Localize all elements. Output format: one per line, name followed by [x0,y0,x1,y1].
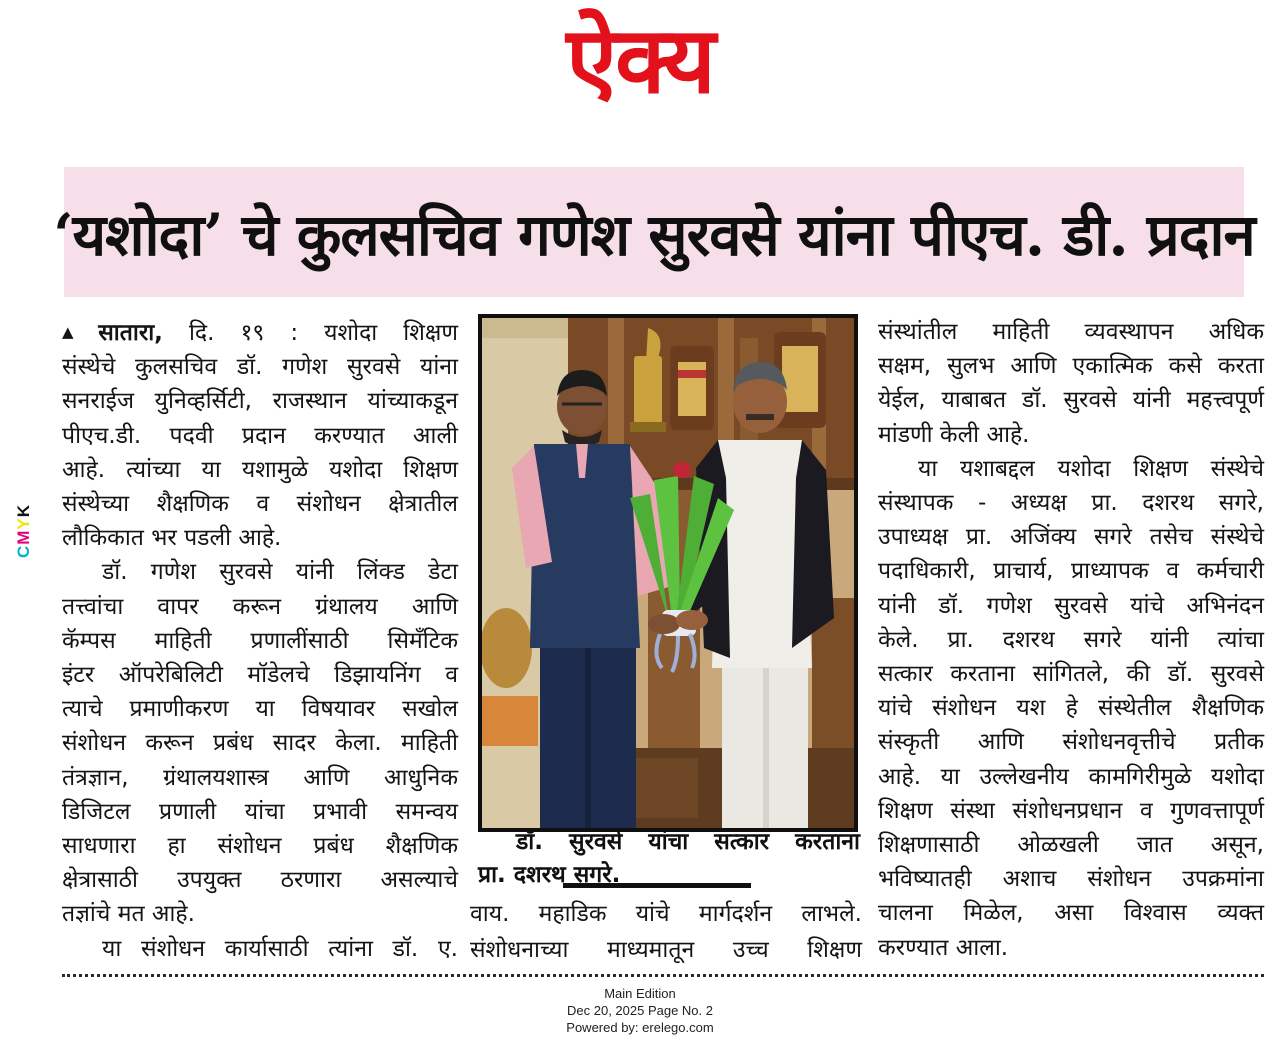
headline-banner [53,167,1255,297]
dateline-triangle-icon: ▲ [62,323,99,341]
article-line: संस्थेच्या शैक्षणिक व संशोधन क्षेत्रातील [62,491,458,518]
dotted-separator [62,974,1264,977]
article-line: संशोधनाच्या माध्यमातून उच्च शिक्षण [470,937,862,963]
cmyk-y: Y [14,517,33,530]
cmyk-c: C [14,544,33,559]
article-line: त्याचे प्रमाणीकरण या विषयावर सखोल [62,696,458,723]
photo-caption-line: डॉ. सुरवसे यांचा सत्कार करताना [516,829,860,855]
article-line: या यशाबद्दल यशोदा शिक्षण संस्थेचे [918,455,1264,482]
photo-illustration [482,318,854,828]
article-column-3 [878,315,1264,965]
article-line: पीएच.डी. पदवी प्रदान करण्यात आली [62,422,458,449]
article-line: संशोधन करून प्रबंध सादर केला. माहिती [62,730,458,757]
article-line: केले. प्रा. दशरथ सगरे यांनी त्यांचा [878,626,1264,653]
article-column-1 [62,315,458,966]
article-line [62,315,458,350]
footer-dateline: Dec 20, 2025 Page No. 2 [567,1003,713,1018]
article-line: कॅम्पस माहिती प्रणालींसाठी सिमँटिक [62,627,458,654]
article-line: तंत्रज्ञान, ग्रंथालयशास्त्र आणि आधुनिक [62,764,458,791]
photo-caption-line: प्रा. दशरथ सगरे. [478,862,621,888]
article-line: यांनी डॉ. गणेश सुरवसे यांचे अभिनंदन [878,592,1264,619]
article-line: संस्थापक - अध्यक्ष प्रा. दशरथ सगरे, [878,490,1264,517]
article-line: संस्कृती आणि संशोधनवृत्तीचे प्रतीक [878,729,1264,756]
article-line: साधणारा हा संशोधन प्रबंध शैक्षणिक [62,833,458,860]
article-line: संस्थेचे कुलसचिव डॉ. गणेश सुरवसे यांना [62,354,458,381]
article-line: चालना मिळेल, असा विश्वास व्यक्त [878,900,1264,927]
page-footer [0,985,1280,1036]
article-line: सनराईज युनिव्हर्सिटी, राजस्थान यांच्याकडून [62,388,458,415]
photo-caption [478,826,860,888]
cmyk-m: M [14,529,33,545]
article-line: डॉ. गणेश सुरवसे यांनी लिंक्ड डेटा [102,559,458,586]
article-line: या संशोधन कार्यासाठी त्यांना डॉ. ए. [102,935,458,962]
article-line: सत्कार करताना सांगितले, की डॉ. सुरवसे [878,661,1264,688]
article-line: आहे. त्यांच्या या यशामुळे यशोदा शिक्षण [62,456,458,483]
footer-powered: Powered by: erelego.com [566,1020,714,1035]
dateline-place: सातारा, [98,320,163,346]
cmyk-k: K [14,503,33,518]
article-line: शिक्षणासाठी ओळखली जात असून, [878,832,1264,859]
article-line: भविष्यातही अशाच संशोधन उपक्रमांना [878,866,1264,893]
article-line: येईल, याबाबत डॉ. सुरवसे यांनी महत्त्वपूर्ण [878,387,1264,414]
article-line: पदाधिकारी, प्राचार्य, प्राध्यापक व कर्मचारी [878,558,1264,585]
news-photo [478,314,858,832]
article-line: संस्थांतील माहिती व्यवस्थापन अधिक [878,319,1264,345]
newspaper-masthead: ऐक्य [566,6,714,114]
article-line: तत्त्वांचा वापर करून ग्रंथालय आणि [62,593,458,620]
article-column-2 [470,896,862,968]
article-line: मांडणी केली आहे. [878,421,1030,448]
article-line: लौकिकात भर पडली आहे. [62,525,282,552]
article-line: वाय. महाडिक यांचे मार्गदर्शन लाभले. [470,901,862,927]
headline-text: ‘यशोदा’ चे कुलसचिव गणेश सुरवसे यांना पीएच. डी. प्रदान [53,200,1255,269]
article-line: तज्ञांचे मत आहे. [62,901,195,928]
article-line: क्षेत्रासाठी उपयुक्त ठरणारा असल्याचे [62,867,458,894]
article-line: इंटर ऑपरेबिलिटी मॉडेलचे डिझायनिंग व [62,662,458,689]
article-line: आहे. या उल्लेखनीय कामगिरीमुळे यशोदा [878,763,1264,790]
article-line: सक्षम, सुलभ आणि एकात्मिक कसे करता [878,353,1264,380]
article-line: करण्यात आला. [878,934,1009,961]
article-line: शिक्षण संस्था संशोधनप्रधान व गुणवत्तापूर्ण [878,797,1264,824]
article-line: यांचे संशोधन यश हे संस्थेतील शैक्षणिक [878,695,1264,722]
footer-edition: Main Edition [604,986,676,1001]
dateline-rest: दि. १९ : यशोदा शिक्षण [162,320,458,346]
article-line: डिजिटल प्रणाली यांचा प्रभावी समन्वय [62,798,458,825]
article-line: उपाध्यक्ष प्रा. अजिंक्य सगरे तसेच संस्थेचे [878,524,1264,551]
